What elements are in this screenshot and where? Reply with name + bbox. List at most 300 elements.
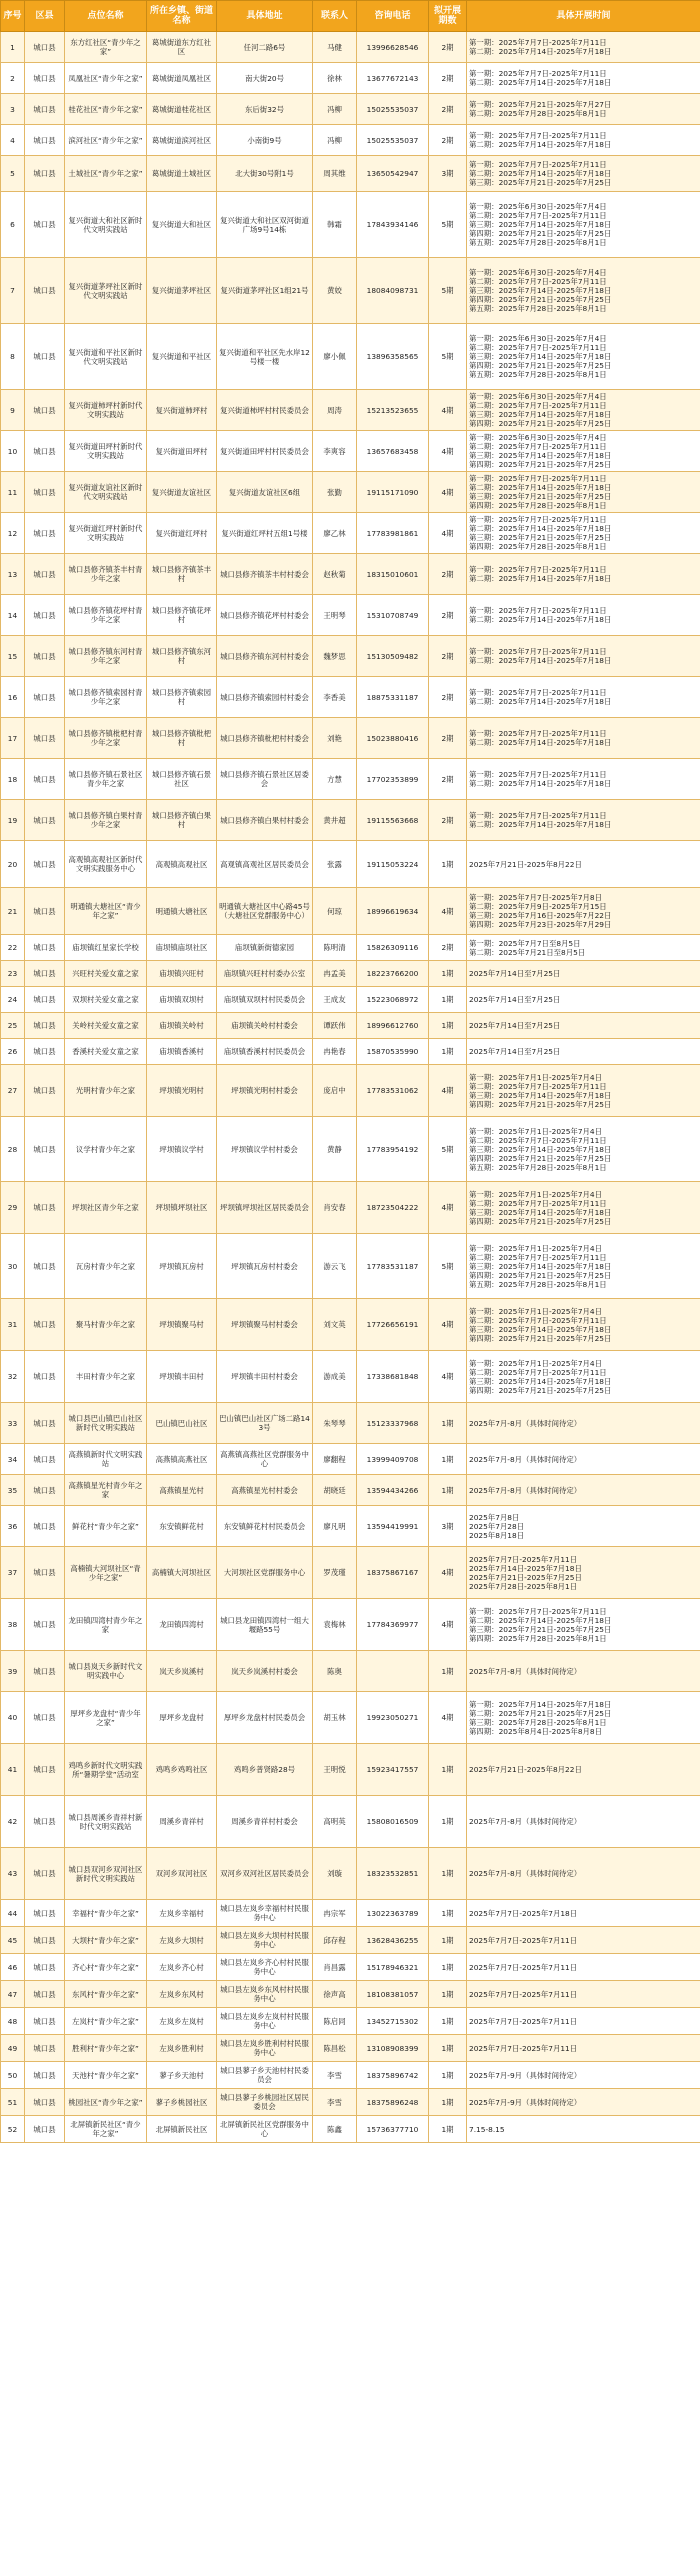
cell-town: 庙坝镇双坝村 — [147, 987, 217, 1013]
cell-address: 城口县修齐镇白果村村委会 — [217, 800, 313, 841]
cell-schedule: 2025年7月7日-2025年7月11日 2025年7月14日-2025年7月18日 2025年7月21日-2025年7月25日 2025年7月28日-2025年8月1日 — [467, 1547, 700, 1599]
cell-schedule: 2025年7月14日至7月25日 — [467, 1013, 700, 1039]
table-row — [1, 1981, 700, 2008]
cell-schedule: 第一期：2025年6月30日-2025年7月4日 第二期：2025年7月7日-2025年7月11日 第三期：2025年7月14日-2025年7月18日 第四期：2025年7月21日-2025年7月25日 — [467, 390, 700, 431]
cell-town: 庙坝镇关岭村 — [147, 1013, 217, 1039]
cell-town: 东安镇鲜花村 — [147, 1506, 217, 1547]
table-row — [1, 2116, 700, 2143]
cell-town: 复兴街道友谊社区 — [147, 472, 217, 513]
cell-site: 城口县修齐镇索园村青少年之家 — [65, 677, 147, 718]
cell-contact: 周涛 — [313, 390, 357, 431]
cell-phone: 15123337968 — [357, 1403, 429, 1444]
table-row — [1, 1299, 700, 1351]
cell-phone: 17783531187 — [357, 1234, 429, 1299]
table-row — [1, 1039, 700, 1065]
cell-address: 城口县左岚乡东风村村民服务中心 — [217, 1981, 313, 2008]
cell-periods: 4期 — [429, 431, 467, 472]
cell-site: 城口县修齐镇枇杷村青少年之家 — [65, 718, 147, 759]
cell-periods: 2期 — [429, 554, 467, 595]
table-row — [1, 156, 700, 192]
cell-schedule: 第一期：2025年7月7日-2025年7月11日 第二期：2025年7月14日-2025年7月18日 — [467, 718, 700, 759]
cell-schedule: 第一期：2025年7月7日-2025年7月11日 第二期：2025年7月14日-2025年7月18日 — [467, 125, 700, 156]
cell-periods: 2期 — [429, 800, 467, 841]
cell-town: 蓼子乡天池村 — [147, 2062, 217, 2089]
cell-contact: 陈昌松 — [313, 2035, 357, 2062]
cell-county: 城口县 — [25, 2062, 65, 2089]
cell-contact: 罗茂瑾 — [313, 1547, 357, 1599]
cell-county: 城口县 — [25, 390, 65, 431]
cell-site: 高燕镇星光村青少年之家 — [65, 1475, 147, 1506]
cell-town: 高观镇高观社区 — [147, 841, 217, 888]
cell-site: 大坝村“青少年之家” — [65, 1927, 147, 1954]
table-row — [1, 431, 700, 472]
cell-address: 庙坝镇关岭村村委会 — [217, 1013, 313, 1039]
cell-town: 左岚乡齐心村 — [147, 1954, 217, 1981]
cell-contact: 冉艳春 — [313, 1039, 357, 1065]
cell-address: 东安镇鲜花村村民委员会 — [217, 1506, 313, 1547]
cell-contact: 游成美 — [313, 1351, 357, 1403]
cell-phone: 15130509482 — [357, 636, 429, 677]
cell-county: 城口县 — [25, 1954, 65, 1981]
cell-phone: 13677672143 — [357, 63, 429, 94]
cell-schedule: 2025年7月14日至7月25日 — [467, 987, 700, 1013]
table-row — [1, 513, 700, 554]
cell-town: 城口县修齐镇索园村 — [147, 677, 217, 718]
cell-site: 城口县岚天乡新时代文明实践中心 — [65, 1651, 147, 1692]
cell-address: 北屏镇新民社区党群服务中心 — [217, 2116, 313, 2143]
cell-address: 北大街30号附1号 — [217, 156, 313, 192]
cell-address: 大河坝社区党群服务中心 — [217, 1547, 313, 1599]
cell-site: 左岚村“青少年之家” — [65, 2008, 147, 2035]
table-body — [1, 32, 700, 2143]
cell-periods: 1期 — [429, 1954, 467, 1981]
cell-schedule: 第一期：2025年7月7日-2025年7月11日 第二期：2025年7月14日-2025年7月18日 — [467, 63, 700, 94]
cell-periods: 2期 — [429, 759, 467, 800]
cell-town: 北屏镇新民社区 — [147, 2116, 217, 2143]
cell-schedule: 第一期：2025年7月7日-2025年7月11日 第二期：2025年7月14日-2025年7月18日 — [467, 759, 700, 800]
cell-periods: 1期 — [429, 1039, 467, 1065]
cell-site: 城口县修齐镇花坪村青少年之家 — [65, 595, 147, 636]
cell-schedule: 第一期：2025年7月1日-2025年7月4日 第二期：2025年7月7日-2025年7月11日 第三期：2025年7月14日-2025年7月18日 第四期：2025年7月21日-2025年7月25日 — [467, 1299, 700, 1351]
cell-no: 1 — [1, 32, 25, 63]
cell-county: 城口县 — [25, 472, 65, 513]
cell-no: 47 — [1, 1981, 25, 2008]
cell-county: 城口县 — [25, 1599, 65, 1651]
cell-address: 小南街9号 — [217, 125, 313, 156]
cell-no: 24 — [1, 987, 25, 1013]
cell-contact: 廖凡明 — [313, 1506, 357, 1547]
cell-schedule: 2025年7月-8月（具体时间待定） — [467, 1475, 700, 1506]
cell-contact: 韩霜 — [313, 192, 357, 258]
cell-periods: 1期 — [429, 1651, 467, 1692]
cell-county: 城口县 — [25, 63, 65, 94]
cell-no: 42 — [1, 1796, 25, 1848]
cell-periods: 4期 — [429, 1351, 467, 1403]
cell-county: 城口县 — [25, 718, 65, 759]
cell-phone: 13999409708 — [357, 1444, 429, 1475]
cell-address: 明通镇大塘社区中心路45号（大塘社区党群服务中心） — [217, 888, 313, 935]
cell-schedule: 第一期：2025年7月1日-2025年7月4日 第二期：2025年7月7日-2025年7月11日 第三期：2025年7月14日-2025年7月18日 第四期：2025年7月21日-2025年7月25日 第五期：2025年7月28日-2025年8月1日 — [467, 1234, 700, 1299]
cell-contact: 陈奥 — [313, 1651, 357, 1692]
cell-phone: 17783531062 — [357, 1065, 429, 1117]
cell-contact: 赵秋菊 — [313, 554, 357, 595]
cell-address: 双河乡双河社区居民委员会 — [217, 1848, 313, 1900]
cell-contact: 黄姣 — [313, 258, 357, 324]
cell-site: 齐心村“青少年之家” — [65, 1954, 147, 1981]
cell-no: 34 — [1, 1444, 25, 1475]
cell-no: 15 — [1, 636, 25, 677]
cell-periods: 1期 — [429, 1403, 467, 1444]
cell-address: 巴山镇巴山社区广场二路143号 — [217, 1403, 313, 1444]
cell-site: 复兴街道柿坪村新时代文明实践站 — [65, 390, 147, 431]
cell-address: 城口县左岚乡左岚村村民服务中心 — [217, 2008, 313, 2035]
cell-site: 厚坪乡龙盘村“青少年之家” — [65, 1692, 147, 1744]
table-row — [1, 32, 700, 63]
table-header-row — [1, 1, 700, 32]
cell-contact: 黄井超 — [313, 800, 357, 841]
table-row — [1, 987, 700, 1013]
cell-schedule: 2025年7月7日-2025年7月11日 — [467, 2008, 700, 2035]
cell-no: 25 — [1, 1013, 25, 1039]
cell-county: 城口县 — [25, 513, 65, 554]
cell-site: 幸福村“青少年之家” — [65, 1900, 147, 1927]
cell-address: 坪坝镇瓦房村村委会 — [217, 1234, 313, 1299]
cell-phone: 15213523655 — [357, 390, 429, 431]
cell-periods: 4期 — [429, 513, 467, 554]
header-phone: 咨询电话 — [357, 1, 429, 32]
cell-no: 23 — [1, 961, 25, 987]
cell-phone: 13896358565 — [357, 324, 429, 390]
cell-contact: 方慧 — [313, 759, 357, 800]
cell-county: 城口县 — [25, 2089, 65, 2116]
cell-town: 城口县修齐镇石景社区 — [147, 759, 217, 800]
cell-schedule: 第一期：2025年7月7日-2025年7月11日 第二期：2025年7月14日-2025年7月18日 — [467, 32, 700, 63]
cell-address: 高燕镇星光村村委会 — [217, 1475, 313, 1506]
cell-periods: 4期 — [429, 1692, 467, 1744]
cell-no: 3 — [1, 94, 25, 125]
table-row — [1, 2008, 700, 2035]
cell-schedule: 第一期：2025年7月7日-2025年7月11日 第二期：2025年7月14日-2025年7月18日 — [467, 595, 700, 636]
cell-periods: 2期 — [429, 63, 467, 94]
cell-address: 复兴街道友谊社区6组 — [217, 472, 313, 513]
cell-county: 城口县 — [25, 987, 65, 1013]
cell-town: 左岚乡幸福村 — [147, 1900, 217, 1927]
cell-county: 城口县 — [25, 1234, 65, 1299]
cell-no: 26 — [1, 1039, 25, 1065]
cell-county: 城口县 — [25, 1900, 65, 1927]
cell-schedule: 2025年7月14日至7月25日 — [467, 961, 700, 987]
cell-site: 桂花社区“青少年之家” — [65, 94, 147, 125]
cell-town: 坪坝镇坪坝社区 — [147, 1182, 217, 1234]
cell-periods: 4期 — [429, 1547, 467, 1599]
cell-schedule: 第一期：2025年6月30日-2025年7月4日 第二期：2025年7月7日-2025年7月11日 第三期：2025年7月14日-2025年7月18日 第四期：2025年7月21日-2025年7月25日 第五期：2025年7月28日-2025年8月1日 — [467, 192, 700, 258]
cell-county: 城口县 — [25, 2116, 65, 2143]
cell-schedule: 2025年7月-9月（具体时间待定） — [467, 2062, 700, 2089]
cell-town: 厚坪乡龙盘村 — [147, 1692, 217, 1744]
cell-county: 城口县 — [25, 1506, 65, 1547]
cell-town: 复兴街道和平社区 — [147, 324, 217, 390]
cell-county: 城口县 — [25, 1796, 65, 1848]
cell-schedule: 2025年7月7日-2025年7月11日 — [467, 1954, 700, 1981]
cell-schedule: 第一期：2025年6月30日-2025年7月4日 第二期：2025年7月7日-2025年7月11日 第三期：2025年7月14日-2025年7月18日 第四期：2025年7月21日-2025年7月25日 第五期：2025年7月28日-2025年8月1日 — [467, 324, 700, 390]
table-row — [1, 1351, 700, 1403]
cell-site: 复兴街道茅坪社区新时代文明实践站 — [65, 258, 147, 324]
cell-town: 鸡鸣乡鸡鸣社区 — [147, 1744, 217, 1796]
cell-periods: 4期 — [429, 888, 467, 935]
cell-periods: 4期 — [429, 1065, 467, 1117]
cell-no: 50 — [1, 2062, 25, 2089]
cell-no: 13 — [1, 554, 25, 595]
cell-schedule: 2025年7月7日-2025年7月11日 — [467, 1927, 700, 1954]
cell-address: 坪坝镇议学村村委会 — [217, 1117, 313, 1182]
cell-site: 鸡鸣乡新时代文明实践所“暑期学堂”活动室 — [65, 1744, 147, 1796]
cell-site: 城口县修齐镇白果村青少年之家 — [65, 800, 147, 841]
cell-contact: 李雪 — [313, 2062, 357, 2089]
table-row — [1, 935, 700, 961]
table-row — [1, 1900, 700, 1927]
cell-address: 复兴街道红坪村五组1号楼 — [217, 513, 313, 554]
cell-county: 城口县 — [25, 677, 65, 718]
cell-schedule: 第一期：2025年7月7日-2025年7月11日 第二期：2025年7月14日-2025年7月18日 第三期：2025年7月21日-2025年7月25日 — [467, 156, 700, 192]
cell-address: 周溪乡青祥村村委会 — [217, 1796, 313, 1848]
cell-phone: 15923417557 — [357, 1744, 429, 1796]
cell-town: 庙坝镇香溪村 — [147, 1039, 217, 1065]
cell-phone: 15178946321 — [357, 1954, 429, 1981]
cell-town: 巴山镇巴山社区 — [147, 1403, 217, 1444]
cell-periods: 4期 — [429, 1299, 467, 1351]
cell-address: 鸡鸣乡普贤路28号 — [217, 1744, 313, 1796]
cell-phone: 18723504222 — [357, 1182, 429, 1234]
cell-no: 11 — [1, 472, 25, 513]
cell-periods: 1期 — [429, 1444, 467, 1475]
cell-site: 城口县周溪乡青祥村新时代文明实践站 — [65, 1796, 147, 1848]
cell-address: 城口县左岚乡幸福村村民服务中心 — [217, 1900, 313, 1927]
cell-address: 复兴街道田坪村村民委员会 — [217, 431, 313, 472]
cell-phone: 15223068972 — [357, 987, 429, 1013]
cell-county: 城口县 — [25, 431, 65, 472]
cell-schedule: 第一期：2025年7月7日-2025年7月11日 第二期：2025年7月14日-2025年7月18日 — [467, 800, 700, 841]
cell-site: 复兴街道大和社区新时代文明实践站 — [65, 192, 147, 258]
cell-address: 城口县修齐镇茶丰村村委会 — [217, 554, 313, 595]
cell-address: 高燕镇高燕社区党群服务中心 — [217, 1444, 313, 1475]
header-contact: 联系人 — [313, 1, 357, 32]
table-row — [1, 1506, 700, 1547]
cell-contact: 庞启中 — [313, 1065, 357, 1117]
cell-contact: 冯柳 — [313, 125, 357, 156]
cell-county: 城口县 — [25, 636, 65, 677]
cell-contact: 廖翻程 — [313, 1444, 357, 1475]
cell-no: 49 — [1, 2035, 25, 2062]
cell-contact: 冉孟美 — [313, 961, 357, 987]
cell-town: 城口县修齐镇花坪村 — [147, 595, 217, 636]
cell-county: 城口县 — [25, 1848, 65, 1900]
cell-county: 城口县 — [25, 595, 65, 636]
cell-town: 左岚乡大坝村 — [147, 1927, 217, 1954]
cell-address: 城口县蓼子乡天池村村民委员会 — [217, 2062, 313, 2089]
cell-schedule: 第一期：2025年7月7日-2025年7月11日 第二期：2025年7月14日-2025年7月18日 — [467, 636, 700, 677]
cell-contact: 王明悦 — [313, 1744, 357, 1796]
cell-periods: 1期 — [429, 1796, 467, 1848]
cell-phone: 17726656191 — [357, 1299, 429, 1351]
table-row — [1, 472, 700, 513]
cell-schedule: 2025年7月-9月（具体时间待定） — [467, 2089, 700, 2116]
cell-site: 复兴街道红坪村新时代文明实践站 — [65, 513, 147, 554]
cell-site: 明通镇大塘社区“青少年之家” — [65, 888, 147, 935]
cell-periods: 5期 — [429, 192, 467, 258]
cell-address: 城口县龙田镇四湾村一组大堰路55号 — [217, 1599, 313, 1651]
cell-town: 庙坝镇兴旺村 — [147, 961, 217, 987]
cell-phone: 18875331187 — [357, 677, 429, 718]
cell-address: 城口县修齐镇索园村村委会 — [217, 677, 313, 718]
cell-town: 坪坝镇瓦房村 — [147, 1234, 217, 1299]
cell-phone: 18375896248 — [357, 2089, 429, 2116]
cell-site: 天池村“青少年之家” — [65, 2062, 147, 2089]
cell-schedule: 第一期：2025年7月7日-2025年7月11日 第二期：2025年7月14日-2025年7月18日 第三期：2025年7月21日-2025年7月25日 第四期：2025年7月28日-2025年8月1日 — [467, 513, 700, 554]
cell-no: 38 — [1, 1599, 25, 1651]
cell-site: 土城社区“青少年之家” — [65, 156, 147, 192]
cell-phone: 17783981861 — [357, 513, 429, 554]
cell-site: 城口县修齐镇东河村青少年之家 — [65, 636, 147, 677]
cell-no: 35 — [1, 1475, 25, 1506]
cell-town: 坪坝镇丰田村 — [147, 1351, 217, 1403]
cell-site: 城口县巴山镇巴山社区新时代文明实践站 — [65, 1403, 147, 1444]
cell-site: 高观镇高观社区新时代文明实践服务中心 — [65, 841, 147, 888]
cell-county: 城口县 — [25, 554, 65, 595]
cell-county: 城口县 — [25, 324, 65, 390]
cell-periods: 2期 — [429, 32, 467, 63]
cell-county: 城口县 — [25, 1651, 65, 1692]
cell-no: 27 — [1, 1065, 25, 1117]
cell-town: 庙坝镇庙坝社区 — [147, 935, 217, 961]
cell-contact: 廖乙林 — [313, 513, 357, 554]
cell-contact: 陈明清 — [313, 935, 357, 961]
table-row — [1, 1927, 700, 1954]
cell-no: 21 — [1, 888, 25, 935]
cell-town: 高燕镇高燕社区 — [147, 1444, 217, 1475]
cell-town: 左岚乡左岚村 — [147, 2008, 217, 2035]
cell-periods: 1期 — [429, 1981, 467, 2008]
cell-site: 丰田村青少年之家 — [65, 1351, 147, 1403]
cell-schedule: 第一期：2025年7月1日-2025年7月4日 第二期：2025年7月7日-2025年7月11日 第三期：2025年7月14日-2025年7月18日 第四期：2025年7月21日-2025年7月25日 第五期：2025年7月28日-2025年8月1日 — [467, 1117, 700, 1182]
cell-county: 城口县 — [25, 156, 65, 192]
cell-phone: 18375896742 — [357, 2062, 429, 2089]
cell-periods: 2期 — [429, 636, 467, 677]
cell-no: 51 — [1, 2089, 25, 2116]
table-row — [1, 759, 700, 800]
cell-no: 14 — [1, 595, 25, 636]
cell-county: 城口县 — [25, 1182, 65, 1234]
cell-contact: 刘璇 — [313, 1848, 357, 1900]
table-row — [1, 125, 700, 156]
cell-phone: 19115563668 — [357, 800, 429, 841]
cell-no: 28 — [1, 1117, 25, 1182]
cell-county: 城口县 — [25, 1065, 65, 1117]
cell-site: 瓦房村青少年之家 — [65, 1234, 147, 1299]
cell-phone: 15808016509 — [357, 1796, 429, 1848]
cell-county: 城口县 — [25, 1547, 65, 1599]
cell-periods: 2期 — [429, 677, 467, 718]
cell-phone: 18375867167 — [357, 1547, 429, 1599]
cell-schedule: 第一期：2025年6月30日-2025年7月4日 第二期：2025年7月7日-2025年7月11日 第三期：2025年7月14日-2025年7月18日 第四期：2025年7月21日-2025年7月25日 第五期：2025年7月28日-2025年8月1日 — [467, 258, 700, 324]
cell-address: 坪坝镇坪坝社区居民委员会 — [217, 1182, 313, 1234]
cell-phone: 18315010601 — [357, 554, 429, 595]
table-row — [1, 1475, 700, 1506]
cell-periods: 3期 — [429, 1506, 467, 1547]
cell-phone — [357, 1651, 429, 1692]
cell-town: 葛城街道土城社区 — [147, 156, 217, 192]
cell-no: 46 — [1, 1954, 25, 1981]
cell-town: 复兴街道茅坪社区 — [147, 258, 217, 324]
cell-phone: 13650542947 — [357, 156, 429, 192]
cell-county: 城口县 — [25, 841, 65, 888]
cell-no: 5 — [1, 156, 25, 192]
cell-schedule: 2025年7月-8月（具体时间待定） — [467, 1403, 700, 1444]
table-row — [1, 94, 700, 125]
cell-town: 复兴街道红坪村 — [147, 513, 217, 554]
cell-no: 40 — [1, 1692, 25, 1744]
cell-schedule: 第一期：2025年7月7日至8月5日 第二期：2025年7月21日至8月5日 — [467, 935, 700, 961]
cell-no: 45 — [1, 1927, 25, 1954]
cell-phone: 18996612760 — [357, 1013, 429, 1039]
cell-contact: 李雪 — [313, 2089, 357, 2116]
cell-phone: 15736377710 — [357, 2116, 429, 2143]
table-row — [1, 554, 700, 595]
header-address: 具体地址 — [217, 1, 313, 32]
cell-contact: 李香美 — [313, 677, 357, 718]
cell-address: 南大街20号 — [217, 63, 313, 94]
cell-town: 左岚乡东风村 — [147, 1981, 217, 2008]
table-row — [1, 1065, 700, 1117]
cell-no: 12 — [1, 513, 25, 554]
cell-contact: 刘文英 — [313, 1299, 357, 1351]
table-row — [1, 636, 700, 677]
cell-periods: 1期 — [429, 1927, 467, 1954]
cell-phone: 19115171090 — [357, 472, 429, 513]
cell-address: 城口县左岚乡大坝村村民服务中心 — [217, 1927, 313, 1954]
cell-address: 岚天乡岚溪村村委会 — [217, 1651, 313, 1692]
cell-schedule: 2025年7月-8月（具体时间待定） — [467, 1651, 700, 1692]
cell-phone: 15025535037 — [357, 94, 429, 125]
header-no: 序号 — [1, 1, 25, 32]
cell-address: 东后街32号 — [217, 94, 313, 125]
table-row — [1, 1692, 700, 1744]
cell-schedule: 2025年7月21日-2025年8月22日 — [467, 1744, 700, 1796]
cell-contact: 王明琴 — [313, 595, 357, 636]
cell-contact: 徐声高 — [313, 1981, 357, 2008]
cell-town: 城口县修齐镇枇杷村 — [147, 718, 217, 759]
cell-no: 41 — [1, 1744, 25, 1796]
cell-periods: 1期 — [429, 841, 467, 888]
cell-town: 高楠镇大河坝社区 — [147, 1547, 217, 1599]
cell-county: 城口县 — [25, 2035, 65, 2062]
cell-town: 明通镇大塘社区 — [147, 888, 217, 935]
cell-periods: 4期 — [429, 472, 467, 513]
cell-phone: 13594434266 — [357, 1475, 429, 1506]
cell-address: 复兴街道大和社区双河街道广场9号14栋 — [217, 192, 313, 258]
header-site: 点位名称 — [65, 1, 147, 32]
table-row — [1, 1848, 700, 1900]
cell-no: 18 — [1, 759, 25, 800]
cell-site: 高燕镇新时代文明实践站 — [65, 1444, 147, 1475]
cell-town: 蓼子乡桃园社区 — [147, 2089, 217, 2116]
cell-no: 22 — [1, 935, 25, 961]
cell-site: 凤凰社区“青少年之家” — [65, 63, 147, 94]
cell-phone: 13657683458 — [357, 431, 429, 472]
cell-county: 城口县 — [25, 1475, 65, 1506]
cell-site: 东方红社区“青少年之家” — [65, 32, 147, 63]
cell-phone: 15870535990 — [357, 1039, 429, 1065]
cell-periods: 2期 — [429, 595, 467, 636]
